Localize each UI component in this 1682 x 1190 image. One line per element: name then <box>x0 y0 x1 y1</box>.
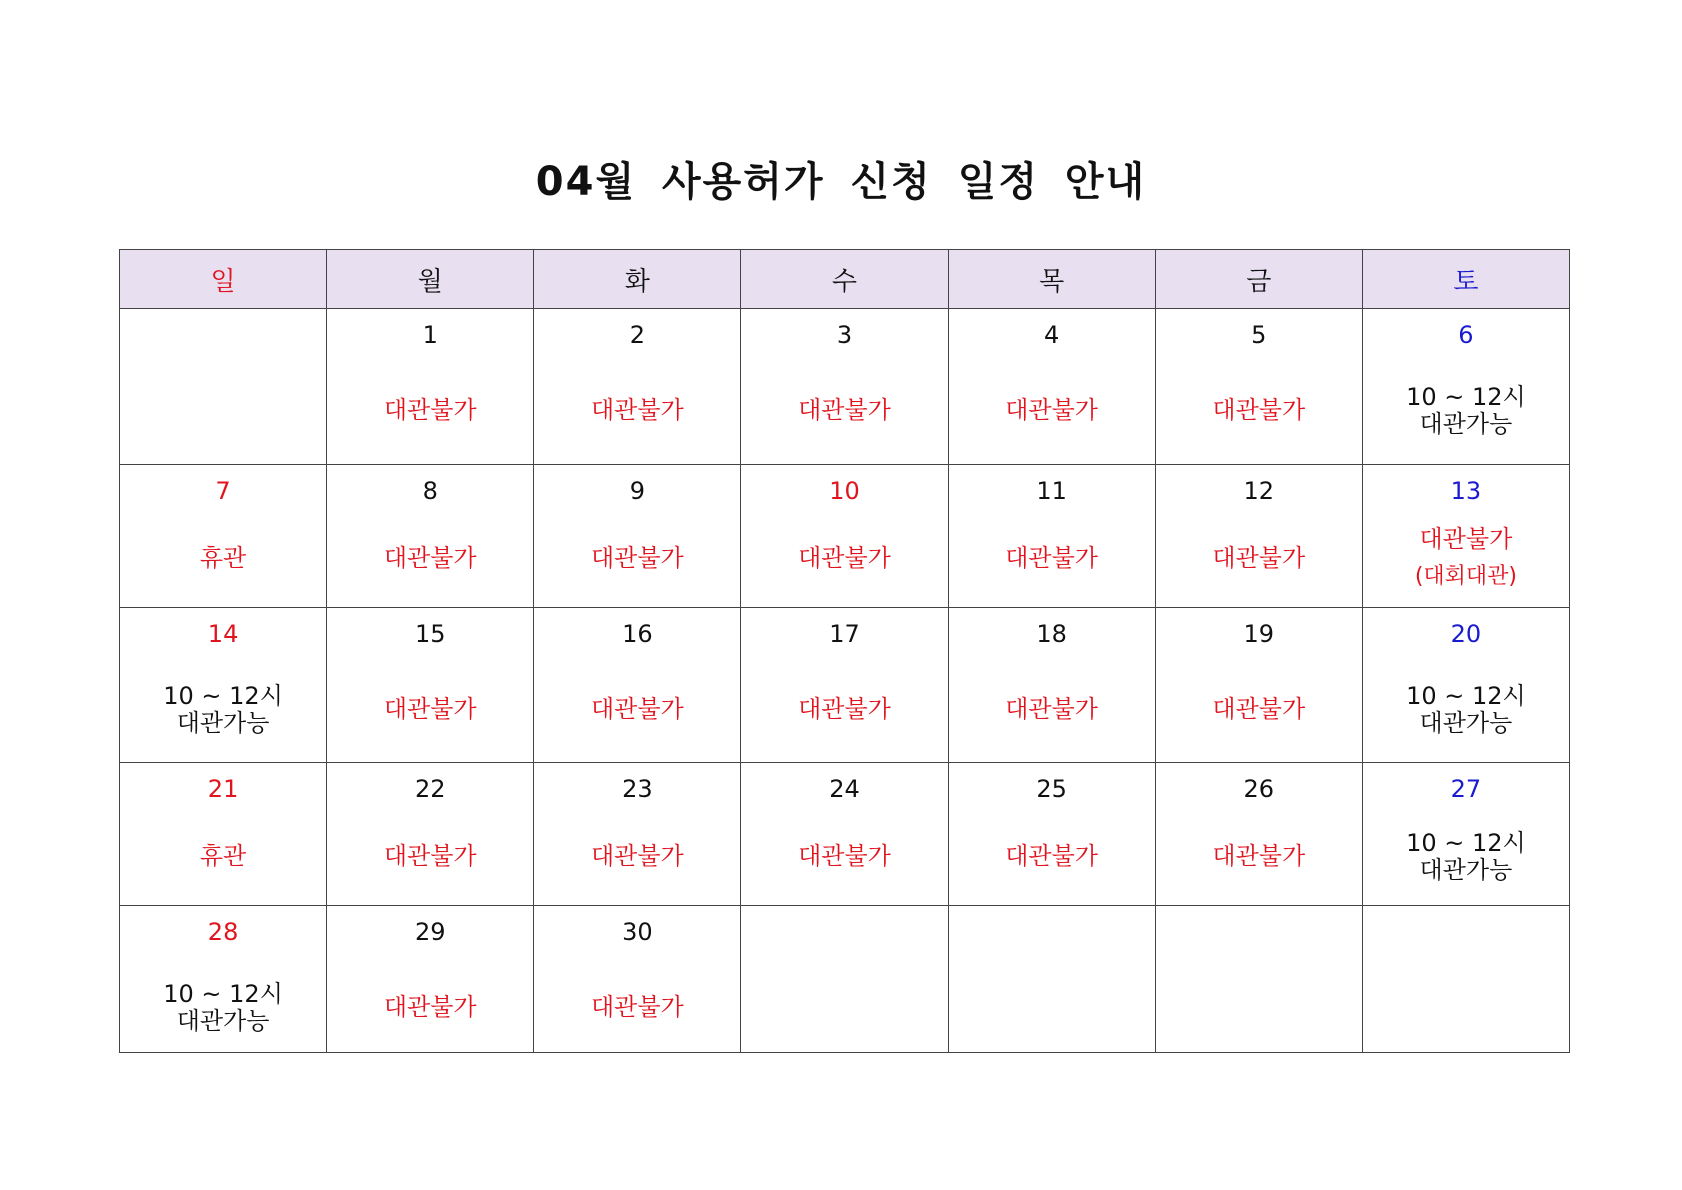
day-number: 10 <box>829 477 860 505</box>
day-number: 25 <box>1036 775 1067 803</box>
day-cell <box>120 465 327 608</box>
day-cell <box>1155 465 1362 608</box>
week-row-5 <box>120 906 1570 1053</box>
day-number: 6 <box>1458 321 1474 349</box>
day-cell <box>120 763 327 906</box>
availability: 대관가능 <box>176 1007 270 1035</box>
weekday-sun: 일 <box>120 250 327 309</box>
day-cell-empty <box>741 906 948 1053</box>
time-range: 10 ~ 12시 <box>1406 682 1526 710</box>
day-number: 28 <box>207 918 239 946</box>
day-number: 13 <box>1450 477 1482 505</box>
status-text: 대관불가 <box>1212 544 1306 572</box>
time-range: 10 ~ 12시 <box>1406 829 1526 857</box>
day-number: 7 <box>215 477 231 505</box>
day-cell <box>327 608 534 763</box>
status-text: 대관불가 <box>1005 544 1098 572</box>
week-row-2 <box>120 465 1570 608</box>
day-number: 8 <box>422 477 438 505</box>
status-text <box>120 981 326 1035</box>
day-cell <box>741 309 948 465</box>
day-cell <box>327 763 534 906</box>
availability: 대관가능 <box>1419 410 1513 438</box>
status-text <box>120 683 326 737</box>
day-number: 26 <box>1243 775 1275 803</box>
status-text: 대관불가 <box>590 695 684 723</box>
day-cell <box>534 906 741 1053</box>
day-cell <box>534 309 741 465</box>
day-cell <box>948 465 1155 608</box>
weekday-mon: 월 <box>327 250 534 309</box>
status-text: 대관불가 <box>1212 695 1306 723</box>
day-cell <box>1362 608 1569 763</box>
status-text: 대관불가 <box>798 396 891 424</box>
status-text: 대관불가 <box>590 993 684 1021</box>
day-cell <box>741 465 948 608</box>
day-cell <box>1155 309 1362 465</box>
availability: 대관가능 <box>1419 856 1513 884</box>
day-cell <box>1362 465 1569 608</box>
status-text: 휴관 <box>199 544 247 572</box>
day-number: 17 <box>829 620 860 648</box>
weekday-wed: 수 <box>741 250 948 309</box>
page-title: 04월 사용허가 신청 일정 안내 <box>535 159 1147 205</box>
day-cell <box>327 906 534 1053</box>
day-cell <box>1155 763 1362 906</box>
day-number: 18 <box>1036 620 1067 648</box>
day-cell <box>948 608 1155 763</box>
day-cell-empty <box>120 309 327 465</box>
day-number: 15 <box>414 620 446 648</box>
day-number: 5 <box>1251 321 1267 349</box>
day-cell <box>327 465 534 608</box>
weekday-thu: 목 <box>948 250 1155 309</box>
day-number: 21 <box>207 775 239 803</box>
weekday-header-row <box>120 250 1570 309</box>
day-number: 27 <box>1450 775 1482 803</box>
day-number: 30 <box>622 918 653 946</box>
time-range: 10 ~ 12시 <box>163 682 283 710</box>
status-text: 대관불가 <box>1005 396 1098 424</box>
week-row-1 <box>120 309 1570 465</box>
day-number: 24 <box>829 775 860 803</box>
availability: 대관가능 <box>1419 709 1513 737</box>
day-number: 3 <box>836 321 853 349</box>
day-cell <box>120 608 327 763</box>
day-number: 19 <box>1243 620 1275 648</box>
weekday-sat: 토 <box>1362 250 1569 309</box>
status-text: 대관불가 <box>383 993 477 1021</box>
status-text: 대관불가 <box>798 842 891 870</box>
status-text: 대관불가 <box>383 695 477 723</box>
status-text: 대관불가 <box>383 842 477 870</box>
weekday-tue: 화 <box>534 250 741 309</box>
status-text: 대관불가 <box>590 544 684 572</box>
day-number: 23 <box>622 775 653 803</box>
status-text: 대관불가 <box>590 396 684 424</box>
status-text: 대관불가 <box>383 396 477 424</box>
day-cell <box>327 309 534 465</box>
status-text <box>1363 830 1569 884</box>
availability: 대관불가 <box>1419 525 1513 553</box>
day-cell <box>120 906 327 1053</box>
day-cell <box>741 608 948 763</box>
day-number: 2 <box>629 321 645 349</box>
day-number: 14 <box>207 620 239 648</box>
week-row-3 <box>120 608 1570 763</box>
status-text: 대관불가 <box>590 842 684 870</box>
status-text <box>1363 526 1569 590</box>
day-cell <box>534 763 741 906</box>
day-cell <box>534 465 741 608</box>
status-text: 대관불가 <box>798 695 891 723</box>
day-number: 20 <box>1450 620 1482 648</box>
day-number: 22 <box>414 775 446 803</box>
status-text: 대관불가 <box>1212 396 1306 424</box>
time-range: 10 ~ 12시 <box>1406 383 1526 411</box>
day-cell <box>948 763 1155 906</box>
calendar-table <box>119 249 1570 1053</box>
week-row-4 <box>120 763 1570 906</box>
day-number: 16 <box>622 620 653 648</box>
weekday-fri: 금 <box>1155 250 1362 309</box>
day-cell <box>1362 763 1569 906</box>
day-cell <box>1155 608 1362 763</box>
time-range: 10 ~ 12시 <box>163 980 283 1008</box>
day-number: 29 <box>414 918 446 946</box>
day-number: 12 <box>1243 477 1275 505</box>
day-cell <box>948 309 1155 465</box>
status-text <box>1363 384 1569 438</box>
status-text: 대관불가 <box>1005 695 1098 723</box>
day-cell <box>741 763 948 906</box>
status-text: 대관불가 <box>798 544 891 572</box>
day-number: 1 <box>422 321 438 349</box>
day-cell-empty <box>948 906 1155 1053</box>
day-cell-empty <box>1362 906 1569 1053</box>
day-cell <box>534 608 741 763</box>
status-text <box>1363 683 1569 737</box>
day-number: 4 <box>1043 321 1060 349</box>
status-text: 대관불가 <box>383 544 477 572</box>
status-text: 대관불가 <box>1212 842 1306 870</box>
day-number: 9 <box>629 477 645 505</box>
status-subtext: (대회대관) <box>1414 564 1518 589</box>
availability: 대관가능 <box>176 709 270 737</box>
status-text: 휴관 <box>199 842 247 870</box>
day-cell <box>1362 309 1569 465</box>
status-text: 대관불가 <box>1005 842 1098 870</box>
day-number: 11 <box>1036 477 1067 505</box>
day-cell-empty <box>1155 906 1362 1053</box>
